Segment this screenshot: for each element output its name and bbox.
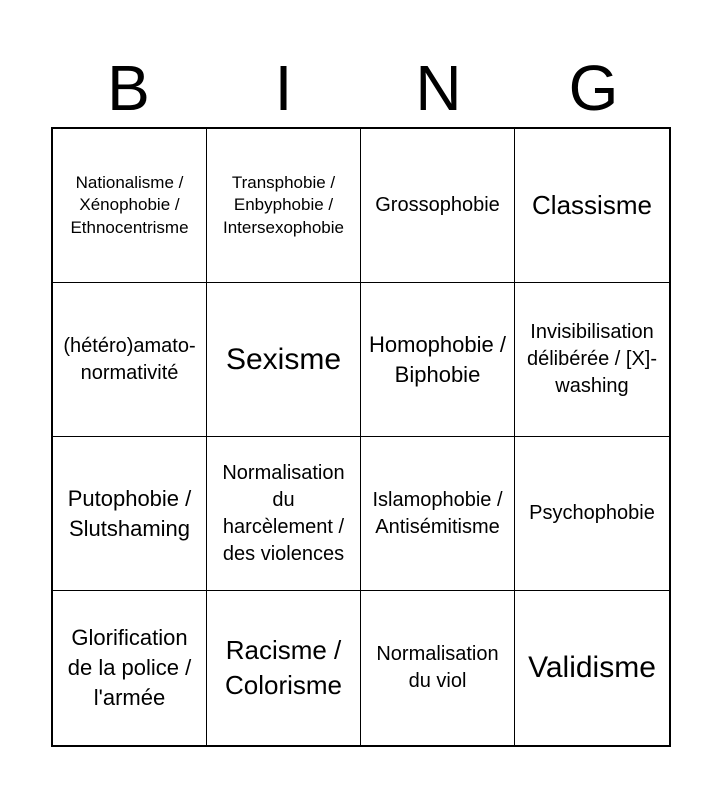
bingo-cell[interactable] — [53, 129, 207, 283]
cell-label: Sexisme — [225, 342, 342, 376]
cell-label: Grossophobie — [375, 194, 500, 216]
cell-label: Islamophobie / Antisémitisme — [372, 488, 503, 538]
bingo-header — [51, 50, 671, 126]
cell-label: Invisibilisation délibérée / [X]-washing — [526, 321, 658, 397]
bingo-cell[interactable] — [207, 129, 361, 283]
bingo-cell[interactable] — [361, 283, 515, 437]
cell-label: Homophobie / Biphobie — [369, 331, 506, 387]
bingo-cell[interactable] — [53, 437, 207, 591]
bingo-cell[interactable] — [515, 591, 669, 745]
cell-label: Normalisation du harcèlement / des violences — [222, 461, 345, 565]
cell-label: Psychophobie — [529, 502, 655, 524]
header-letter-i: I — [274, 52, 293, 124]
cell-label: (hétéro)amato-normativité — [63, 334, 196, 384]
bingo-cell[interactable] — [207, 283, 361, 437]
bingo-cell[interactable] — [361, 591, 515, 745]
cell-label: Nationalisme / Xénophobie / Ethnocentrisme — [70, 173, 189, 237]
cell-label: Transphobie / Enbyphobie / Intersexophobie — [223, 173, 344, 237]
header-letter-g: G — [568, 52, 619, 124]
bingo-cell[interactable] — [515, 437, 669, 591]
bingo-cell[interactable] — [361, 437, 515, 591]
bingo-cell[interactable] — [53, 591, 207, 745]
bingo-cell[interactable] — [515, 283, 669, 437]
cell-label: Classisme — [532, 189, 652, 220]
cell-label: Putophobie / Slutshaming — [67, 485, 192, 541]
header-letter-b: B — [107, 52, 150, 124]
cell-label: Glorification de la police / l'armée — [67, 625, 192, 710]
bingo-cell[interactable] — [361, 129, 515, 283]
cell-label: Validisme — [528, 651, 656, 684]
cell-label: Racisme / Colorisme — [224, 634, 343, 700]
cell-label: Normalisation du viol — [376, 643, 499, 692]
bingo-cell[interactable] — [515, 129, 669, 283]
bingo-cell[interactable] — [53, 283, 207, 437]
bingo-cell[interactable] — [207, 437, 361, 591]
bingo-board — [51, 127, 671, 747]
header-letter-n: N — [415, 52, 462, 124]
bingo-cell[interactable] — [207, 591, 361, 745]
